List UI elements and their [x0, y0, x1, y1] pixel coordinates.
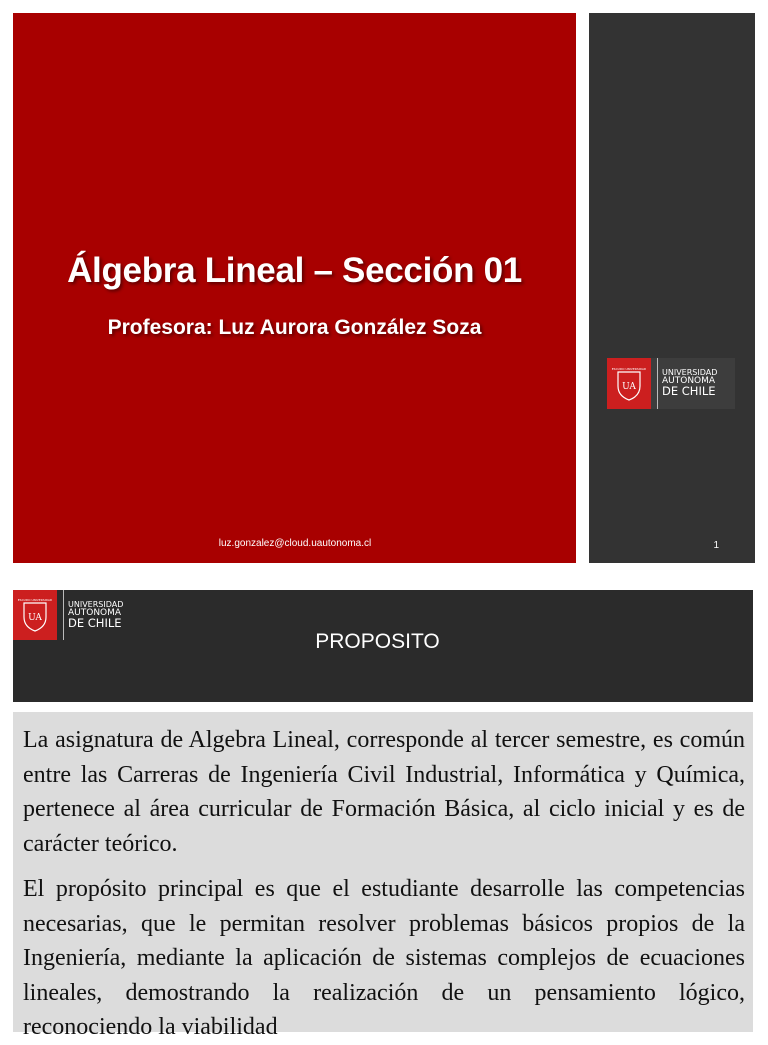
logo-line-2: AUTONOMA — [68, 607, 122, 618]
logo-text — [68, 601, 123, 630]
title-slide — [13, 13, 576, 563]
logo-line-3: DE CHILE — [68, 615, 122, 630]
paragraph-2: El propósito principal es que el estudiante desarrolle las competencias necesarias, que le permitan resolver problemas básicos propios de la Ingeniería, mediante la aplicación de sistemas complejos de ecuaciones lineales, demostrando la realización de un pensamiento lógico, reconociendo la viabilidad — [23, 876, 745, 1040]
content-body — [13, 712, 753, 1040]
logo-line-1: UNIVERSIDAD — [662, 368, 718, 378]
logo-divider — [657, 358, 658, 409]
section-title: PROPOSITO — [315, 630, 440, 653]
side-panel — [589, 13, 755, 563]
logo-line-2: AUTONOMA — [662, 376, 716, 387]
shield-icon — [607, 358, 651, 409]
logo-line-1: UNIVERSIDAD — [68, 599, 124, 609]
slide-subtitle: Profesora: Luz Aurora González Soza — [107, 316, 482, 339]
email-link[interactable]: luz.gonzalez@cloud.uautonoma.cl — [218, 538, 372, 549]
shield-text: UA — [622, 381, 636, 392]
university-logo — [607, 358, 735, 409]
shield-text: UA — [28, 613, 42, 623]
shield-top-text: ESCUDO UNIVERSIDAD — [17, 598, 53, 602]
paragraph-1: La asignatura de Algebra Lineal, corresponde al tercer semestre, es común entre las Carreras de Ingeniería Civil Industrial, Informática y Química, pertenece al área curricular de Formación Básica, al ciclo inicial y es de carácter teórico. — [23, 727, 745, 857]
shield-top-text: ESCUDO UNIVERSIDAD — [611, 366, 647, 371]
logo-text — [662, 369, 717, 398]
page-number: 1 — [713, 540, 719, 551]
logo-line-3: DE CHILE — [662, 384, 716, 399]
slide-title: Álgebra Lineal – Sección 01 — [67, 251, 522, 290]
